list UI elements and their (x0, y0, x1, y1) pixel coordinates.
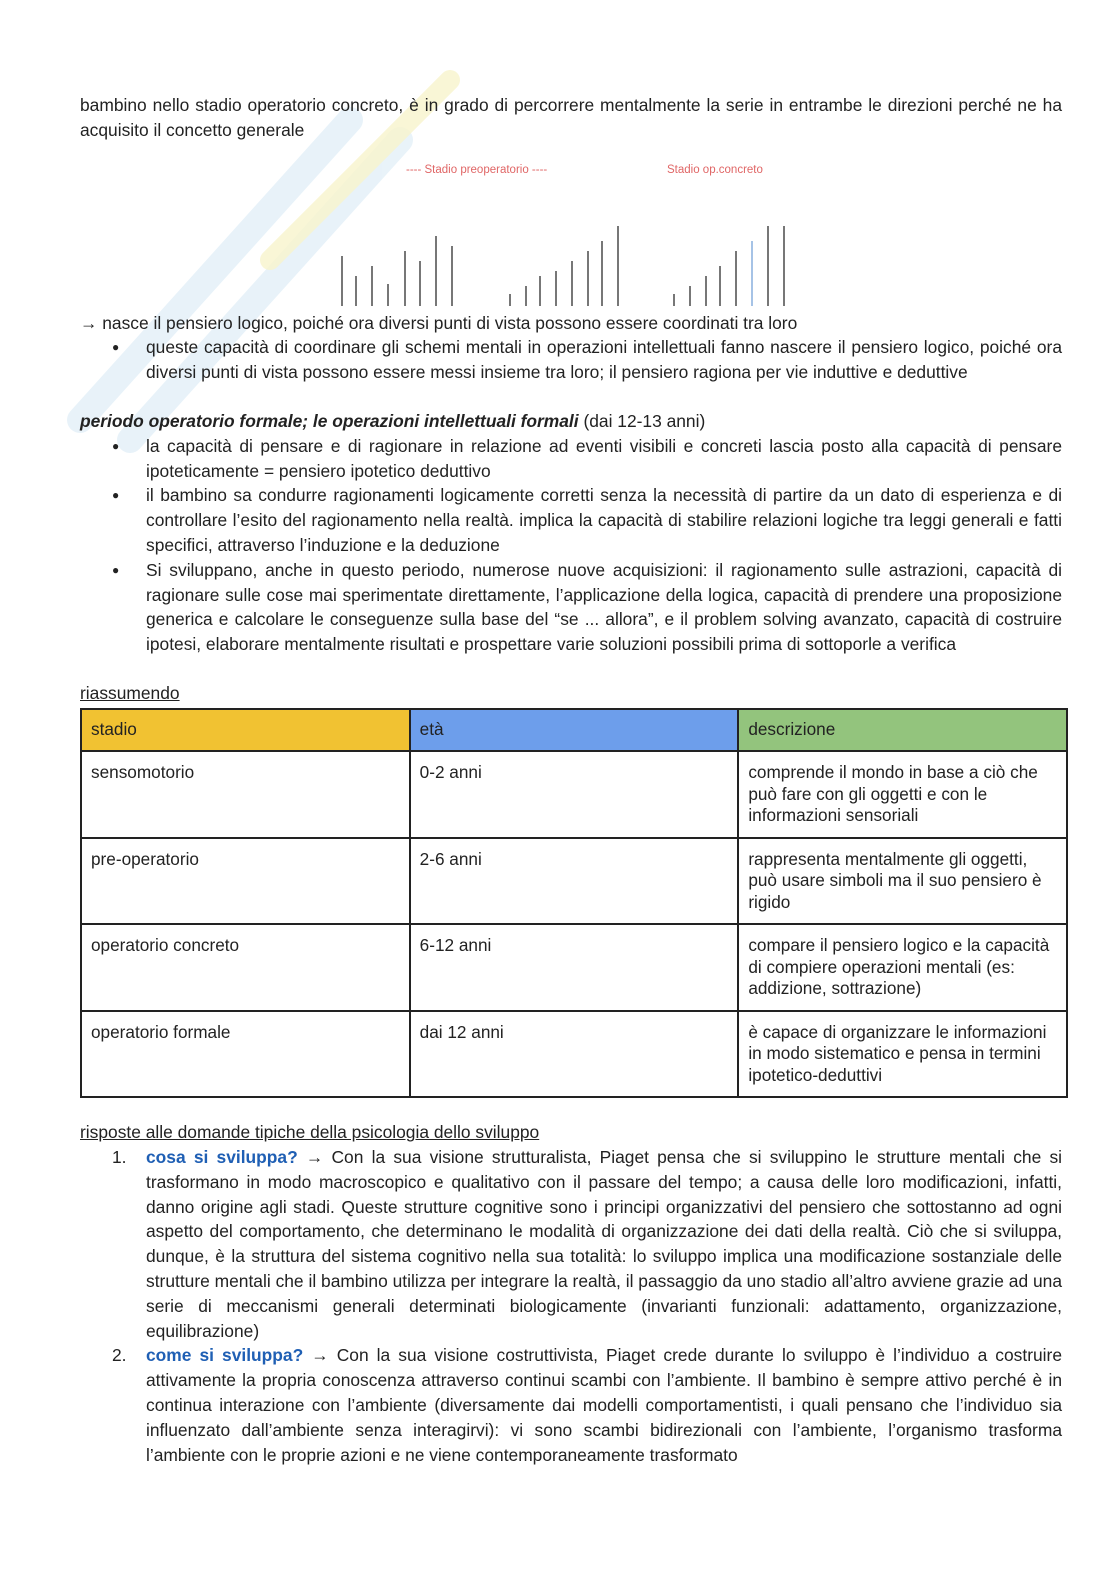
logic-bullets (80, 335, 1062, 385)
table-header-row (81, 709, 1067, 752)
cell-eta: 2-6 anni (410, 838, 739, 925)
formal-bullet-2: ● il bambino sa condurre ragionamenti logicamente corretti senza la necessità di partire da un dato di esperienza e di controllare l’esito del ragionamento nella realtà. implica la capacità di stabilire relazioni logiche tra leggi generali e fatti specifici, attraverso l’induzione e la deduzione (80, 483, 1062, 557)
answer-question: cosa si sviluppa? (146, 1147, 298, 1168)
document-page (80, 93, 1062, 1467)
answer-number: 1. (112, 1147, 127, 1168)
cell-descrizione: è capace di organizzare le informazioni in modo sistematico e pensa in termini ipotetico-deduttivi (738, 1011, 1067, 1098)
answer-item (80, 1343, 1062, 1467)
seriation-chart (340, 156, 800, 306)
cell-stadio: pre-operatorio (81, 838, 410, 925)
formal-bullets (80, 434, 1062, 657)
logic-bullet-1: ● queste capacità di coordinare gli schemi mentali in operazioni intellettuali fanno nascere il pensiero logico, poiché ora diversi punti di vista possono essere messi insieme tra loro; il pensiero ragiona per vie induttive e deduttive (80, 335, 1062, 385)
table-row (81, 751, 1067, 838)
answer-text: → Con la sua visione costruttivista, Piaget crede durante lo sviluppo è l’individuo a costruire attivamente la propria conoscenza attraverso continui scambi con l’ambiente. Il bambino è sempre attivo perché è in continua interazione con l’ambiente (diversamente dai modelli comportamentisti, i quali pensano che l’individuo sia influenzato dall’ambiente senza interagirvi): vi sono scambi bidirezionali con l’ambiente, l’organismo trasforma l’ambiente con le proprie azioni e ne viene contemporaneamente trasformato (146, 1345, 1062, 1465)
formal-bullet-1: ● la capacità di pensare e di ragionare in relazione ad eventi visibili e concreti lascia posto alla capacità di pensare ipoteticamente = pensiero ipotetico deduttivo (80, 434, 1062, 484)
formal-bullet-3: ● Si sviluppano, anche in questo periodo, numerose nuove acquisizioni: il ragionamento sulle astrazioni, capacità di ragionare sulle cose mai sperimentate direttamente, l’applicazione della logica, capacità di prendere una proposizione generica e calcolare le conseguenze sulla base del “se ... allora”, e il problem solving avanzato, capacità di costruire ipotesi, elaborare mentalmente risultati e prospettare varie soluzioni possibili prima di sottoporle a verifica (80, 558, 1062, 657)
table-row (81, 1011, 1067, 1098)
figure-label-concreto: Stadio op.concreto (667, 163, 763, 176)
stages-summary-table (80, 708, 1068, 1099)
table-row (81, 924, 1067, 1011)
answers-list (80, 1145, 1062, 1467)
summary-title: riassumendo (80, 682, 180, 703)
header-descrizione: descrizione (738, 709, 1067, 752)
table-row (81, 838, 1067, 925)
cell-eta: 0-2 anni (410, 751, 739, 838)
cell-stadio: operatorio concreto (81, 924, 410, 1011)
formal-heading-title: periodo operatorio formale; le operazioni intellettuali formali (80, 410, 579, 431)
cell-eta: 6-12 anni (410, 924, 739, 1011)
header-eta: età (410, 709, 739, 752)
cell-descrizione: comprende il mondo in base a ciò che può fare con gli oggetti e con le informazioni sensoriali (738, 751, 1067, 838)
answer-question: come si sviluppa? (146, 1345, 304, 1366)
cell-stadio: sensomotorio (81, 751, 410, 838)
answers-title: risposte alle domande tipiche della psicologia dello sviluppo (80, 1122, 540, 1143)
seriation-figure (80, 156, 1062, 311)
figure-label-preoperatorio: ---- Stadio preoperatorio ---- (406, 163, 548, 176)
cell-eta: dai 12 anni (410, 1011, 739, 1098)
logic-arrow-line: → nasce il pensiero logico, poiché ora diversi punti di vista possono essere coordinati tra loro (80, 312, 798, 333)
cell-descrizione: compare il pensiero logico e la capacità di compiere operazioni mentali (es: addizione, sottrazione) (738, 924, 1067, 1011)
header-stadio: stadio (81, 709, 410, 752)
cell-stadio: operatorio formale (81, 1011, 410, 1098)
intro-paragraph: bambino nello stadio operatorio concreto, è in grado di percorrere mentalmente la serie in entrambe le direzioni perché ne ha acquisito il concetto generale (80, 95, 1062, 140)
cell-descrizione: rappresenta mentalmente gli oggetti, può usare simboli ma il suo pensiero è rigido (738, 838, 1067, 925)
formal-heading-age: (dai 12-13 anni) (578, 410, 706, 431)
answer-item (80, 1145, 1062, 1343)
formal-heading (80, 409, 1062, 434)
answer-text: → Con la sua visione strutturalista, Piaget pensa che si sviluppino le strutture mentali che si trasformano in modo macroscopico e qualitativo con il passare del tempo; a causa delle loro modificazioni, infatti, danno origine agli stadi. Queste strutture cognitive sono i principi organizzativi del pensiero che sottostanno ad ogni aspetto del comportamento, che determinano le modalità di organizzazione dei dati della realtà. Ciò che si sviluppa, dunque, è la struttura del sistema cognitivo nella sua totalità: lo sviluppo implica una modificazione sostanziale delle strutture mentali che il bambino utilizza per integrare la realtà, il passaggio da uno stadio all’altro avviene grazie ad una serie di meccanismi generali determinati biologicamente (invarianti funzionali: adattamento, organizzazione, equilibrazione) (146, 1147, 1063, 1341)
answer-number: 2. (112, 1345, 127, 1366)
